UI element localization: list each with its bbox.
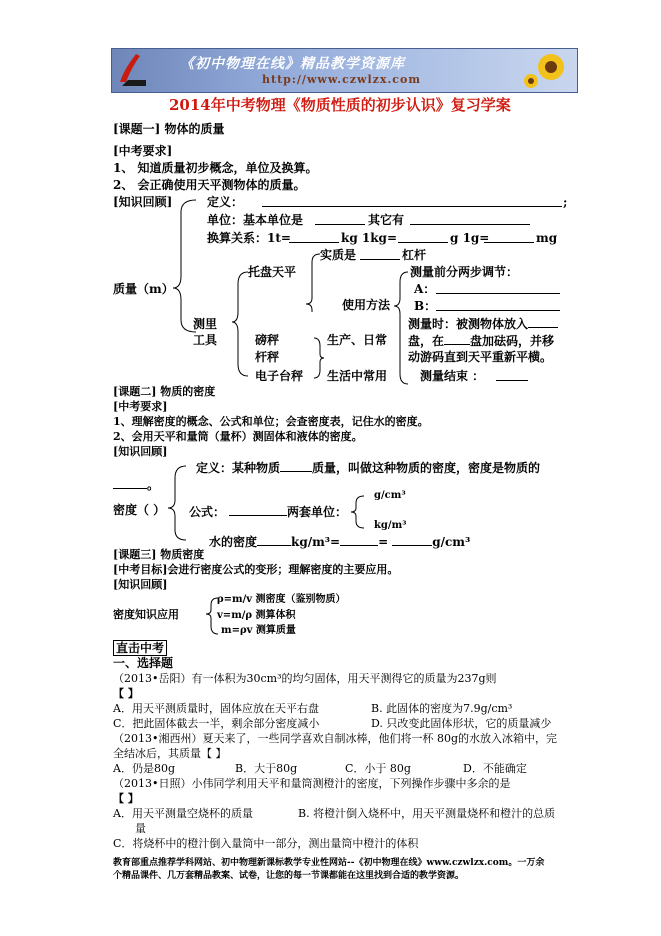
lesson1-header: [课题一] 物体的质量 [113,122,225,136]
exam-tag: 直击中考 [113,640,167,656]
question-1: （2013•岳阳）有一体积为30cm³的均匀固体，用天平测得它的质量为237g则 [113,672,497,685]
scale-1: 磅秤 [255,333,280,347]
lesson2-req2: 2、会用天平和量筒（量杯）测固体和液体的密度。 [113,430,363,443]
q3-option-b-line2: 量 [135,822,146,835]
unit-kg-m3: kg/m³ [374,520,407,531]
question-2-line2: 全结冰后，其质量【 】 [113,747,227,760]
lesson2-req-header: [中考要求] [113,400,168,413]
q1-option-a: A．用天平测质量时，固体应放在天平右盘 [113,702,319,715]
q2-option-b: B．大于80g [235,762,298,775]
definition-end: ; [563,195,568,209]
measure-line3: 动游码直到天平重新平横。 [408,350,553,364]
q3-option-c: C．将烧杯中的橙汁倒入量筒中一部分，测出量筒中橙汁的体积 [113,837,419,850]
measure-line1: 测量时：被测物体放入 [408,317,558,330]
mass-definition-label: 定义： [207,195,244,209]
conversion-g: g 1g= [450,231,490,245]
page-title: 2014年中考物理《物质性质的初步认识》复习学案 [169,96,511,114]
q2-option-a: A．仍是80g [113,762,175,775]
usage-label: 使用方法 [342,298,391,312]
lesson1-req2: 2、 会正确使用天平测物体的质量。 [113,178,306,192]
density-label: 密度（ ） [113,503,166,517]
density-definition-end: 。 [113,478,159,491]
question-3: （2013•日照）小伟同学利用天平和量筒测橙汁的密度，下列操作步骤中多余的是 [113,777,511,790]
tool-label-2: 工具 [193,333,218,347]
lever-label: 杠杆 [402,248,427,262]
formula-density: ρ=m/v 测密度（鉴别物质） [217,594,346,605]
footer-line2: 个精品课件、几万套精品教案、试卷，让您的每一节课都能在这里找到合适的教学资源。 [113,871,465,881]
question-2-line1: （2013•湘西州）夏天来了，一些同学喜欢自制冰棒，他们将一杯 80g的水放入冰箱中，完 [113,732,558,745]
q3-option-a: A．用天平测量空烧杯的质量 [113,807,253,820]
q3-option-b-line1: B. 将橙汁倒入烧杯中，用天平测量烧杯和橙汁的总质 [298,807,556,820]
balance-label: 托盘天平 [248,265,297,279]
balance-brace [306,254,320,312]
tool-brace [232,272,248,376]
conversion-label: 换算关系：1t= [207,231,291,245]
q2-option-c: C．小于 80g [345,762,411,775]
mass-label: 质量（m） [113,282,174,296]
usage-brace [394,272,408,384]
usage-2: 生活中常用 [327,369,388,383]
density-brace [168,466,186,540]
application-label: 密度知识应用 [113,608,179,621]
lesson2-header: [课题二] 物质的密度 [113,385,216,398]
section-heading: 一、选择题 [113,656,174,670]
lesson2-review: [知识回顾] [113,445,168,458]
scale-brace [314,338,324,378]
conversion-kg: kg 1kg= [341,231,397,245]
mass-brace [173,200,196,332]
scale-3: 电子台秤 [255,369,304,383]
lesson3-review: [知识回顾] [113,578,168,591]
units-brace [351,496,364,528]
conversion-mg: mg [536,231,558,245]
unit-label: 单位：基本单位是 [207,213,304,227]
measure-line2: 盘，在 盘加砝码，并移 [408,334,555,348]
lesson1-req1: 1、 知道质量初步概念，单位及换算。 [113,161,318,175]
footer-line1: 教育部重点推荐学科网站、初中物理新课标教学专业性网站--《初中物理在线》www.czwlzx.com。一万余 [113,858,545,868]
q1-option-c: C．把此固体截去一半，剩余部分密度减小 [113,717,320,730]
question-1-bracket: 【 】 [113,687,139,700]
density-definition: 定义：某种物质 质量，叫做这种物质的密度，密度是物质的 [196,461,541,475]
usage-1: 生产、日常 [327,333,388,347]
q2-option-d: D．不能确定 [463,762,527,775]
water-density: 水的密度 kg/m³= = g/cm³ [209,535,471,549]
lesson3-header: [课题三] 物质密度 [113,548,205,561]
tool-label-1: 测里 [193,317,218,331]
essence-label: 实质是 [320,248,357,262]
unit-other-label: 其它有 [368,213,405,227]
banner-title: 《初中物理在线》精品教学资源库 [180,56,405,72]
end-label: 测量结束 ： [420,369,485,383]
formula-volume: v=m/ρ 测算体积 [217,610,296,621]
adjust-label: 测量前分两步调节： [410,265,519,279]
lesson1-review: [知识回顾] [113,195,173,209]
lesson1-req-header: [中考要求] [113,144,173,158]
step-a-label: A： [414,282,436,296]
unit-g-cm3: g/cm³ [374,490,406,501]
formula-mass: m=ρv 测算质量 [221,625,296,636]
question-3-bracket: 【 】 [113,792,139,805]
lesson2-req1: 1、理解密度的概念、公式和单位；会查密度表，记住水的密度。 [113,415,429,428]
q1-option-d: D. 只改变此固体形状，它的质量减少 [371,717,552,730]
lesson3-goal: [中考目标]会进行密度公式的变形；理解密度的主要应用。 [113,563,399,576]
formula-label: 公式： 两套单位： [189,505,348,519]
step-b-label: B： [414,299,437,313]
q1-option-b: B. 此固体的密度为7.9g/cm³ [371,702,513,715]
banner-url[interactable]: http://www.czwlzx.com [262,73,421,86]
scale-2: 杆秤 [255,350,280,364]
